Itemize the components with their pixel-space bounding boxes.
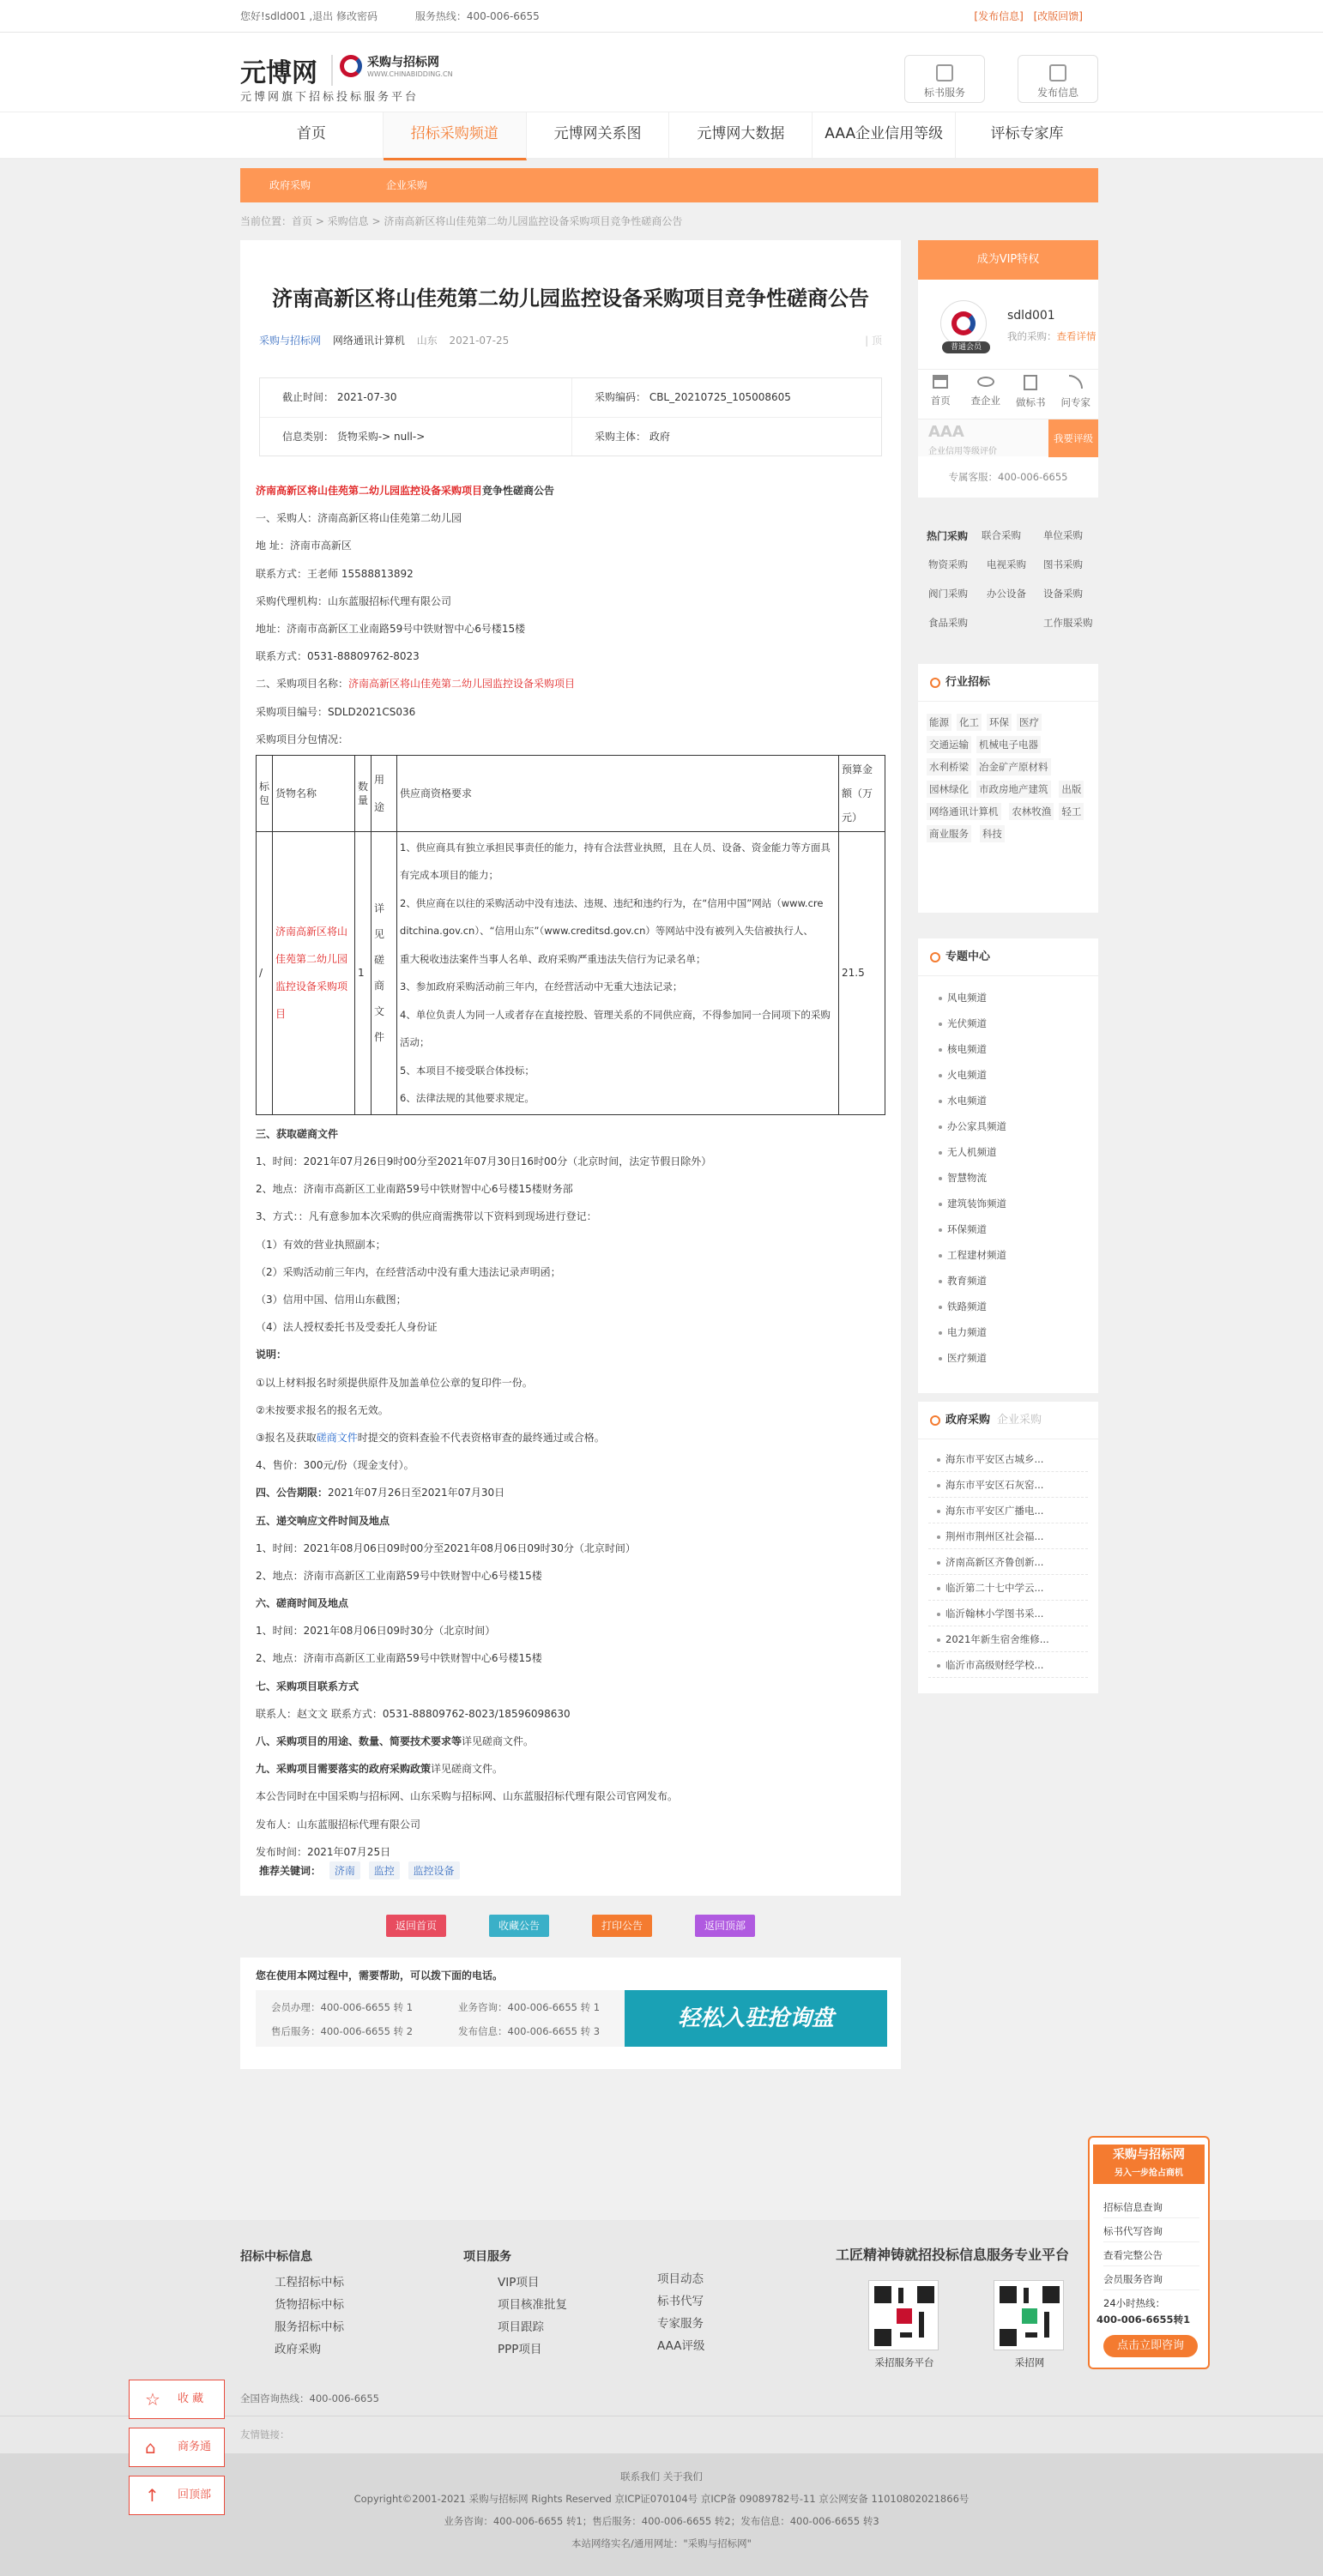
req-line: ditchina.gov.cn）、“信用山东”（www.creditsd.gov.cn）等网站中没有被列入失信被执行人、 (400, 925, 813, 938)
hot-item[interactable]: 图书采购 (1043, 558, 1083, 570)
body-line: 1、时间：2021年08月06日09时30分（北京时间） (256, 1625, 496, 1638)
industry-tag[interactable]: 农林牧渔 (1009, 803, 1054, 820)
topic-item[interactable]: 教育频道 (930, 1268, 1093, 1294)
publish-label: 发布信息 (1036, 87, 1078, 99)
body-line: 2、地点：济南市高新区工业南路59号中铁财智中心6号楼15楼 (256, 1569, 542, 1582)
consult-hotline-label: 24小时热线： (1103, 2297, 1166, 2309)
hot-purchase (918, 523, 1098, 635)
nav-relation-map[interactable]: 元博网关系图 (527, 112, 670, 160)
share-link[interactable]: | 顶 (865, 335, 882, 347)
phone-aftersale: 售后服务：400-006-6655 转 2 (271, 2025, 414, 2037)
td-requirements (397, 831, 839, 1114)
article-title: 济南高新区将山佳苑第二幼儿园监控设备采购项目竞争性磋商公告 (272, 287, 869, 311)
note-line: ①以上材料报名时须提供原件及加盖单位公章的复印件一份。 (256, 1376, 533, 1389)
th-budget: 预算金额（万元） (839, 755, 885, 831)
industry-panel (918, 664, 1098, 913)
float-business-button[interactable] (129, 2428, 225, 2467)
avatar[interactable] (940, 300, 987, 347)
logo-slogan: 元博网旗下招标投标服务平台 (240, 91, 420, 104)
body-line: 发布时间：2021年07月25日 (256, 1845, 391, 1858)
home-icon: ⌂ (145, 2437, 156, 2458)
body-line: 1、时间：2021年08月06日09时00分至2021年08月06日09时30分（北京时间） (256, 1541, 636, 1554)
subnav-gov-purchase[interactable]: 政府采购 (269, 179, 311, 191)
keywords (259, 1861, 460, 1879)
req-line: 4、单位负责人为同一人或者存在直接控股、管理关系的不同供应商，不得参加同一合同项下的采购 (400, 1008, 831, 1021)
body-line: 详见磋商文件。 (462, 1735, 535, 1747)
footer-link[interactable]: 项目动态 (657, 2272, 704, 2286)
industry-tags (927, 709, 1095, 842)
topic-item[interactable]: 风电频道 (930, 985, 1093, 1010)
vip-button[interactable] (918, 240, 1098, 280)
body-line: 地址：济南市高新区工业南路59号中铁财智中心6号楼15楼 (256, 622, 526, 635)
deadline: 截止时间： 2021-07-30 (282, 391, 397, 403)
industry-tag[interactable]: 商业服务 (927, 825, 971, 842)
body-line: 一、采购人：济南高新区将山佳苑第二幼儿园 (256, 512, 462, 525)
hotline: 服务热线：400-006-6655 (414, 10, 540, 22)
footer-link[interactable]: 标书代写 (657, 2295, 704, 2308)
topic-item[interactable]: 铁路频道 (930, 1294, 1093, 1319)
phone-business: 业务咨询：400-006-6655 转 1 (458, 2001, 601, 2013)
footer-hotline: 全国咨询热线：400-006-6655 (240, 2392, 379, 2404)
topic-item[interactable]: 电力频道 (930, 1319, 1093, 1345)
body-line: 1、时间：2021年07月26日9时00分至2021年07月30日16时00分（北京时间，法定节假日除外） (256, 1155, 712, 1168)
footer-link[interactable]: 项目跟踪 (498, 2320, 544, 2334)
topic-panel (918, 938, 1098, 1393)
logo-mark-icon (340, 55, 362, 77)
logo-brand: 元博网 (240, 58, 317, 88)
article-source[interactable]: 采购与招标网 (259, 335, 322, 347)
user-greeting[interactable]: 您好!sdld001 ,退出 修改密码 (240, 10, 378, 22)
float-top-button[interactable] (129, 2476, 225, 2515)
bid-service-button[interactable] (904, 55, 985, 103)
topic-item[interactable]: 无人机频道 (930, 1139, 1093, 1165)
article-date: 2021-07-25 (449, 335, 510, 347)
phone-publish: 发布信息：400-006-6655 转 3 (458, 2025, 601, 2037)
keyword-tag[interactable]: 济南 (329, 1861, 360, 1879)
member-badge: 普通会员 (942, 341, 990, 353)
footer-link[interactable]: 工程招标中标 (275, 2276, 344, 2289)
industry-tag[interactable]: 机械电子电器 (976, 736, 1041, 753)
td-use: 详见磋商文件 (372, 831, 397, 1114)
shortcut-expert[interactable] (1054, 370, 1099, 417)
topic-item[interactable]: 火电频道 (930, 1062, 1093, 1088)
avatar-logo-icon (951, 311, 976, 335)
body-line: 二、采购项目名称： (256, 678, 349, 691)
top-bar (0, 0, 1323, 33)
body-line: 本公告同时在中国采购与招标网、山东采购与招标网、山东蓝服招标代理有限公司官网发布。 (256, 1790, 679, 1803)
footer-link[interactable]: 专家服务 (657, 2317, 704, 2331)
body-line: 联系人：赵文文 联系方式：0531-88809762-8023/18596098630 (256, 1707, 571, 1720)
file-icon (1024, 375, 1037, 390)
footer-link[interactable]: 货物招标中标 (275, 2298, 344, 2312)
body-line: 采购项目编号：SDLD2021CS036 (256, 705, 416, 718)
speaker-icon (930, 1415, 940, 1426)
topic-item[interactable]: 水电频道 (930, 1088, 1093, 1113)
float-label: 收 藏 (178, 2392, 204, 2405)
industry-tag[interactable]: 园林绿化 (927, 781, 971, 798)
change-version-link[interactable]: [改版回馈] (1033, 10, 1083, 22)
gov-list (928, 1446, 1088, 1678)
purchase-code: 采购编码： CBL_20210725_105008605 (595, 391, 791, 403)
breadcrumb[interactable]: 当前位置：首页 > 采购信息 > 济南高新区将山佳苑第二幼儿园监控设备采购项目竞争性磋商公告 (240, 215, 683, 227)
footer-phones: 业务咨询：400-006-6655 转1；售后服务：400-006-6655 转2；发布信息：400-006-6655 转3 (444, 2515, 879, 2527)
username: sdld001 (1007, 309, 1055, 323)
industry-tag[interactable]: 医疗 (1017, 714, 1042, 731)
float-consult-panel (1088, 2136, 1210, 2369)
shortcut-label: 查企业 (970, 395, 1000, 407)
footer-link[interactable]: PPP项目 (498, 2343, 542, 2356)
body-line: 2021年07月26日至2021年07月30日 (328, 1487, 505, 1499)
aaa-rating (918, 419, 1098, 456)
topic-item[interactable]: 智慧物流 (930, 1165, 1093, 1191)
industry-tag[interactable]: 冶金矿产原材料 (976, 758, 1051, 775)
body-line: 采购项目分包情况： (256, 733, 349, 745)
nav-home[interactable]: 首页 (240, 112, 384, 160)
footer-link[interactable]: AAA评级 (657, 2339, 705, 2353)
section-heading: 九、采购项目需要落实的政府采购政策 (256, 1763, 432, 1776)
shortcut-label: 问专家 (1060, 396, 1090, 408)
topic-item[interactable]: 核电频道 (930, 1036, 1093, 1062)
req-line: 3、参加政府采购活动前三年内，在经营活动中无重大违法记录； (400, 980, 683, 993)
hot-title: 热门采购 (927, 530, 969, 542)
shortcut-home[interactable] (918, 370, 964, 417)
article-panel (240, 240, 901, 1896)
logo-url: WWW.CHINABIDDING.CN (367, 70, 453, 78)
publish-info-link[interactable]: [发布信息] (974, 10, 1024, 22)
qr-caption: 采招网 (1014, 2356, 1045, 2368)
logo-divider (331, 55, 333, 86)
footer-link[interactable]: 服务招标中标 (275, 2320, 344, 2334)
industry-tag[interactable]: 市政房地产建筑 (976, 781, 1051, 798)
qr-caption: 采招服务平台 (874, 2356, 934, 2368)
req-line: 有完成本项目的能力； (400, 869, 499, 882)
footer-col-title: 项目服务 (463, 2250, 511, 2264)
star-icon: ☆ (145, 2389, 160, 2410)
industry-title: 行业招标 (945, 676, 991, 689)
section-heading: 五、递交响应文件时间及地点 (256, 1514, 390, 1527)
req-line: 6、法律法规的其他要求规定。 (400, 1092, 535, 1105)
publish-button[interactable] (1018, 55, 1098, 103)
body-line: 地 址：济南市高新区 (256, 540, 352, 552)
subnav-corp-purchase[interactable]: 企业采购 (385, 179, 427, 191)
shortcut-row (918, 369, 1098, 417)
print-button[interactable]: 打印公告 (592, 1915, 652, 1937)
view-detail-link[interactable]: 查看详情 (1056, 330, 1096, 342)
td-budget: 21.5 (839, 831, 885, 1114)
tab-corp-purchase[interactable]: 企业采购 (997, 1414, 1042, 1427)
body-line: 联系方式：王老师 15588813892 (256, 567, 414, 580)
package-table (256, 755, 885, 1115)
consult-now-button[interactable]: 点击立即咨询 (1103, 2335, 1198, 2357)
footer-col-bidding (240, 2247, 344, 2361)
consult-bid-query[interactable]: 招标信息查询 (1103, 2196, 1199, 2218)
footer-about-links[interactable]: 联系我们 关于我们 (620, 2470, 703, 2482)
help-box (240, 1958, 901, 2069)
body-line: （4）法人授权委托书及受委托人身份证 (256, 1321, 438, 1334)
document-icon (936, 64, 953, 81)
tab-gov-purchase[interactable]: 政府采购 (945, 1414, 991, 1427)
keyword-tag[interactable]: 监控 (369, 1861, 400, 1879)
article-region: 山东 (416, 335, 438, 347)
favorite-button[interactable]: 收藏公告 (489, 1915, 549, 1937)
tender-doc-link[interactable]: 磋商文件 (316, 1431, 358, 1444)
help-title: 您在使用本网过程中，需要帮助，可以拨下面的电话。 (256, 1970, 504, 1982)
float-favorite-button[interactable] (129, 2380, 225, 2419)
shortcut-company[interactable] (964, 370, 1009, 417)
hot-item[interactable]: 阀门采购 (928, 588, 968, 600)
float-subtitle: 另入一步抢占商机 (1115, 2169, 1183, 2178)
float-title: 采购与招标网 (1113, 2148, 1185, 2162)
topic-item[interactable]: 工程建材频道 (930, 1242, 1093, 1268)
action-buttons (240, 1915, 901, 1940)
article-category[interactable]: 网络通讯计算机 (332, 335, 405, 347)
hot-item[interactable]: 食品采购 (928, 617, 968, 629)
qr-code-service[interactable] (868, 2280, 939, 2350)
footer-link[interactable]: 政府采购 (275, 2343, 321, 2356)
logo-title: 采购与招标网 (367, 56, 439, 69)
shortcut-label: 做标书 (1016, 396, 1046, 408)
aaa-sub: 企业信用等级评价 (928, 447, 997, 456)
topic-title: 专题中心 (945, 950, 991, 963)
float-label: 回顶部 (178, 2489, 212, 2501)
section-heading: 七、采购项目联系方式 (256, 1680, 359, 1692)
shortcut-label: 首页 (930, 395, 951, 407)
keywords-label: 推荐关键词： (259, 1865, 322, 1877)
gov-item[interactable]: 临沂翰林小学图书采... (928, 1601, 1088, 1626)
article-meta (259, 333, 882, 347)
nav-credit-rating[interactable]: AAA企业信用等级 (813, 112, 956, 160)
nav-bidding-channel[interactable]: 招标采购频道 (384, 112, 527, 160)
intro-title: 竞争性磋商公告 (482, 485, 555, 497)
gov-item[interactable]: 2021年新生宿舍维修... (928, 1626, 1088, 1652)
hot-item[interactable]: 办公设备 (987, 588, 1026, 600)
qr-code-wechat[interactable] (994, 2280, 1064, 2350)
section-heading: 八、采购项目的用途、数量、简要技术要求等 (256, 1735, 462, 1747)
industry-tag[interactable]: 出版 (1059, 781, 1084, 798)
sub-nav (240, 168, 1098, 202)
note-line: ②未按要求报名的报名无效。 (256, 1403, 389, 1416)
note-line: ③报名及获取 (256, 1431, 317, 1444)
price-line: 4、售价：300元/份（现金支付）。 (256, 1459, 414, 1472)
body-line: 联系方式：0531-88809762-8023 (256, 650, 420, 663)
gov-purchase-panel (918, 1402, 1098, 1693)
hot-item[interactable]: 联合采购 (982, 529, 1021, 541)
aaa-title: AAA (928, 423, 964, 441)
consult-full-notice[interactable]: 查看完整公告 (1103, 2244, 1199, 2266)
eye-icon (977, 377, 994, 387)
article-body (256, 477, 885, 1866)
float-label: 商务通 (178, 2440, 212, 2453)
note-line: 时提交的资料查验不代表资格审查的最终通过或合格。 (357, 1431, 605, 1444)
industry-tag[interactable]: 化工 (957, 714, 982, 731)
float-consult-header (1093, 2145, 1205, 2184)
body-line: 采购代理机构：山东蓝服招标代理有限公司 (256, 594, 452, 607)
footer-col-title: 招标中标信息 (240, 2250, 312, 2264)
help-phones (256, 1990, 630, 2047)
topic-item[interactable]: 办公家具频道 (930, 1113, 1093, 1139)
gov-item[interactable]: 海东市平安区广播电... (928, 1498, 1088, 1523)
my-purchase-label: 我的采购： (1007, 330, 1057, 342)
topic-item[interactable]: 光伏频道 (930, 1010, 1093, 1036)
body-line: 3、方式：：凡有意参加本次采购的供应商需携带以下资料到现场进行登记： (256, 1210, 597, 1223)
topic-item[interactable]: 建筑装饰频道 (930, 1191, 1093, 1216)
main-nav (0, 112, 1323, 160)
section-heading: 四、公告期限： (256, 1487, 329, 1499)
req-line: 2、供应商在以往的采购活动中没有违法、违规、违纪和违约行为，在“信用中国”网站（www.cre (400, 896, 824, 909)
consult-member[interactable]: 会员服务咨询 (1103, 2268, 1199, 2290)
td-quantity: 1 (355, 831, 372, 1114)
footer-link[interactable]: VIP项目 (498, 2276, 540, 2289)
req-line: 重大税收违法案件当事人名单、政府采购严重违法失信行为记录名单； (400, 952, 706, 965)
topic-item[interactable]: 环保频道 (930, 1216, 1093, 1242)
consult-phone: 400-006-6655转1 (1096, 2314, 1191, 2326)
hot-item[interactable]: 工作服采购 (1043, 617, 1093, 629)
info-type: 信息类别： 货物采购-> null-> (282, 431, 426, 443)
industry-tag[interactable]: 能源 (927, 714, 951, 731)
hot-item[interactable]: 电视采购 (987, 558, 1026, 570)
industry-tag[interactable]: 环保 (987, 714, 1012, 731)
topic-item[interactable]: 医疗频道 (930, 1345, 1093, 1371)
req-line: 5、本项目不接受联合体投标； (400, 1064, 535, 1077)
industry-tag[interactable]: 轻工 (1059, 803, 1084, 820)
industry-tag[interactable]: 水利桥梁 (927, 758, 971, 775)
project-name: 济南高新区将山佳苑第二幼儿园监控设备采购项目 (348, 678, 576, 691)
td-goods-name: 济南高新区将山佳苑第二幼儿园监控设备采购项目 (273, 831, 355, 1114)
footer-col-service-2 (657, 2268, 704, 2357)
th-package: 标包 (257, 755, 273, 831)
body-line: 2、地点：济南市高新区工业南路59号中铁财智中心6号楼15楼财务部 (256, 1183, 573, 1196)
site-header (0, 33, 1323, 112)
section-heading: 六、磋商时间及地点 (256, 1597, 349, 1610)
th-quantity: 数量 (355, 755, 372, 831)
keyword-tag[interactable]: 监控设备 (408, 1861, 460, 1879)
req-line: 1、供应商具有独立承担民事责任的能力，持有合法营业执照，且在人员、设备、资金能力等方面具 (400, 841, 831, 854)
service-hotline: 专属客服：400-006-6655 (948, 471, 1068, 483)
signal-icon (1069, 375, 1083, 389)
arrow-up-icon: ↑ (145, 2485, 160, 2506)
topic-list (930, 985, 1093, 1371)
gov-item[interactable]: 济南高新区齐鲁创新... (928, 1549, 1088, 1575)
td-package: / (257, 831, 273, 1114)
edit-icon (1049, 64, 1066, 81)
purchase-subject: 采购主体： 政府 (595, 431, 670, 443)
footer-col-service (463, 2247, 567, 2361)
footer-link[interactable]: 项目核准批复 (498, 2298, 567, 2312)
body-line: 2、地点：济南市高新区工业南路59号中铁财智中心6号楼15楼 (256, 1652, 542, 1665)
body-line: （1）有效的营业执照副本； (256, 1238, 386, 1251)
topic-icon (930, 952, 940, 962)
th-goods-name: 货物名称 (273, 755, 355, 831)
body-line: （3）信用中国、信用山东截图； (256, 1294, 407, 1306)
site-logo[interactable] (240, 51, 463, 104)
footer-copyright: Copyright©2001-2021 采购与招标网 Rights Reserved 京ICP证070104号 京ICP备 09089782号-11 京公网安备 11010802021866号 (353, 2493, 970, 2505)
body-line: （2）采购活动前三年内，在经营活动中没有重大违法记录声明函； (256, 1265, 561, 1278)
user-card (918, 240, 1098, 498)
req-line: 活动； (400, 1036, 430, 1049)
th-use: 用途 (372, 755, 397, 831)
nav-big-data[interactable]: 元博网大数据 (669, 112, 813, 160)
body-line: 发布人：山东蓝服招标代理有限公司 (256, 1818, 421, 1831)
intro-title-red: 济南高新区将山佳苑第二幼儿园监控设备采购项目 (256, 485, 483, 497)
info-box (259, 377, 882, 456)
gov-item[interactable]: 海东市平安区石灰窑... (928, 1472, 1088, 1498)
footer-realname: 本站网络实名/通用网址："采购与招标网" (571, 2537, 752, 2549)
friend-links-label: 友情链接： (240, 2428, 290, 2440)
shortcut-bidbook[interactable] (1008, 370, 1054, 417)
section-heading: 三、获取磋商文件 (256, 1127, 339, 1140)
home-icon (933, 375, 948, 389)
th-requirements: 供应商资格要求 (397, 755, 839, 831)
back-home-button[interactable]: 返回首页 (386, 1915, 446, 1937)
gov-item[interactable]: 临沂第二十七中学云... (928, 1575, 1088, 1601)
body-line: 详见磋商文件。 (431, 1763, 504, 1776)
rate-me-button[interactable]: 我要评级 (1048, 419, 1098, 457)
industry-icon (930, 678, 940, 688)
industry-tag[interactable]: 网络通讯计算机 (927, 803, 1001, 820)
industry-tag[interactable]: 交通运输 (927, 736, 971, 753)
gov-item[interactable]: 临沂市高级财经学校... (928, 1652, 1088, 1678)
footer-slogan: 工匠精神铸就招投标信息服务专业平台 (836, 2247, 1070, 2263)
promo-banner[interactable]: 轻松入驻抢询盘 (625, 1990, 887, 2047)
vip-label: 成为VIP特权 (976, 253, 1040, 266)
back-top-button[interactable]: 返回顶部 (695, 1915, 755, 1937)
hot-item[interactable]: 单位采购 (1043, 529, 1083, 541)
phone-member: 会员办理：400-006-6655 转 1 (271, 2001, 414, 2013)
hot-item[interactable]: 物资采购 (928, 558, 968, 570)
nav-expert-library[interactable]: 评标专家库 (990, 125, 1064, 142)
industry-tag[interactable]: 科技 (980, 825, 1005, 842)
hot-item[interactable]: 设备采购 (1043, 588, 1083, 600)
gov-item[interactable]: 海东市平安区古城乡... (928, 1446, 1088, 1472)
consult-bidbook[interactable]: 标书代写咨询 (1103, 2220, 1199, 2242)
note-heading: 说明： (256, 1348, 287, 1361)
bid-service-label: 标书服务 (923, 87, 965, 99)
gov-item[interactable]: 荆州市荆州区社会福... (928, 1523, 1088, 1549)
